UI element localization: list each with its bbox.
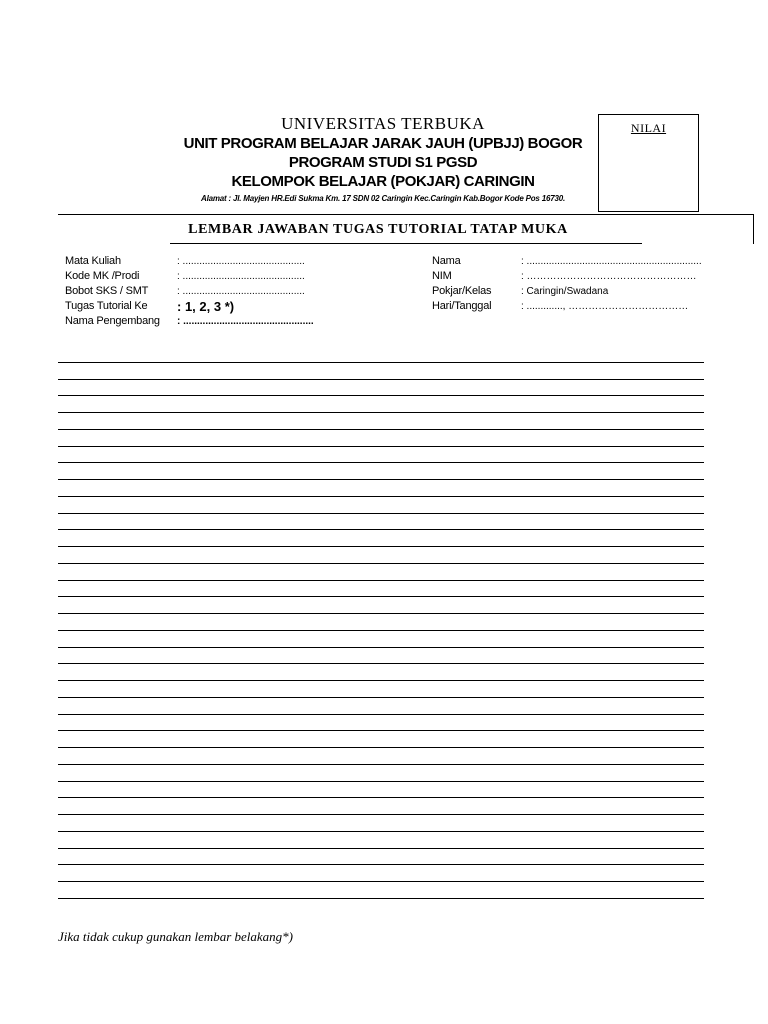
answer-line[interactable]: [58, 731, 704, 748]
unit-name: UNIT PROGRAM BELAJAR JARAK JAUH (UPBJJ) BOGOR: [183, 135, 583, 152]
answer-line[interactable]: [58, 530, 704, 547]
field-label: Mata Kuliah: [65, 255, 121, 267]
field-value: : ............................................: [177, 256, 305, 267]
field-nim: [432, 269, 702, 284]
grade-label: NILAI: [630, 121, 667, 135]
field-value: : ............................................: [177, 286, 305, 297]
field-label: Tugas Tutorial Ke: [65, 300, 148, 312]
answer-lines[interactable]: [58, 346, 704, 899]
answer-line[interactable]: [58, 832, 704, 849]
answer-line[interactable]: [58, 765, 704, 782]
answer-line[interactable]: [58, 380, 704, 397]
field-value: : ............................................: [177, 271, 305, 282]
answer-line[interactable]: [58, 497, 704, 514]
answer-line[interactable]: [58, 815, 704, 832]
answer-line[interactable]: [58, 882, 704, 899]
field-nama-pengembang: [65, 314, 314, 329]
answer-line[interactable]: [58, 698, 704, 715]
left-field-list: [65, 254, 314, 329]
header-divider: [58, 214, 754, 215]
answer-line[interactable]: [58, 363, 704, 380]
field-label: Nama Pengembang: [65, 315, 160, 327]
right-field-list: [432, 254, 702, 314]
answer-line[interactable]: [58, 396, 704, 413]
answer-line[interactable]: [58, 447, 704, 464]
answer-line[interactable]: [58, 597, 704, 614]
grade-box: [598, 114, 699, 212]
address-line: Alamat : Jl. Mayjen HR.Edi Sukma Km. 17 SDN 02 Caringin Kec.Caringin Kab.Bogor Kode Pos 16730.: [201, 194, 565, 203]
field-value: : ............., ………………………………: [521, 301, 689, 312]
field-pokjar-kelas: [432, 284, 702, 299]
answer-line[interactable]: [58, 715, 704, 732]
document-header: [170, 114, 596, 205]
field-value: : 1, 2, 3 *): [177, 299, 235, 314]
field-value: : ...............................................................: [521, 256, 702, 267]
answer-line[interactable]: [58, 865, 704, 882]
answer-line[interactable]: [58, 463, 704, 480]
answer-line[interactable]: [58, 430, 704, 447]
answer-line[interactable]: [58, 564, 704, 581]
answer-line[interactable]: [58, 614, 704, 631]
answer-line[interactable]: [58, 681, 704, 698]
field-tugas-tutorial: [65, 299, 314, 314]
answer-line[interactable]: [58, 748, 704, 765]
answer-line[interactable]: [58, 849, 704, 866]
field-value: : Caringin/Swadana: [521, 286, 609, 297]
answer-line[interactable]: [58, 346, 704, 363]
field-label: Kode MK /Prodi: [65, 270, 140, 282]
answer-line[interactable]: [58, 480, 704, 497]
pokjar-name: KELOMPOK BELAJAR (POKJAR) CARINGIN: [231, 173, 535, 190]
field-label: Pokjar/Kelas: [432, 285, 492, 297]
field-value: : ……………………………………………: [521, 271, 697, 282]
document-title: LEMBAR JAWABAN TUGAS TUTORIAL TATAP MUKA: [188, 222, 568, 237]
field-nama: [432, 254, 702, 269]
answer-line[interactable]: [58, 413, 704, 430]
field-label: Hari/Tanggal: [432, 300, 492, 312]
field-kode-mk: [65, 269, 314, 284]
answer-line[interactable]: [58, 581, 704, 598]
answer-line[interactable]: [58, 798, 704, 815]
answer-line[interactable]: [58, 547, 704, 564]
answer-line[interactable]: [58, 631, 704, 648]
answer-line[interactable]: [58, 782, 704, 799]
answer-line[interactable]: [58, 648, 704, 665]
field-value: : ...............................................: [177, 316, 314, 327]
footer-note: Jika tidak cukup gunakan lembar belakang*): [58, 929, 294, 944]
title-underline: [170, 243, 642, 244]
field-label: Nama: [432, 255, 461, 267]
field-mata-kuliah: [65, 254, 314, 269]
answer-line[interactable]: [58, 514, 704, 531]
university-name: UNIVERSITAS TERBUKA: [281, 114, 485, 133]
answer-line[interactable]: [58, 664, 704, 681]
program-name: PROGRAM STUDI S1 PGSD: [288, 154, 478, 171]
field-label: Bobot SKS / SMT: [65, 285, 149, 297]
field-label: NIM: [432, 270, 452, 282]
divider-end-mark: [753, 214, 754, 244]
field-bobot-sks: [65, 284, 314, 299]
field-hari-tanggal: [432, 299, 702, 314]
